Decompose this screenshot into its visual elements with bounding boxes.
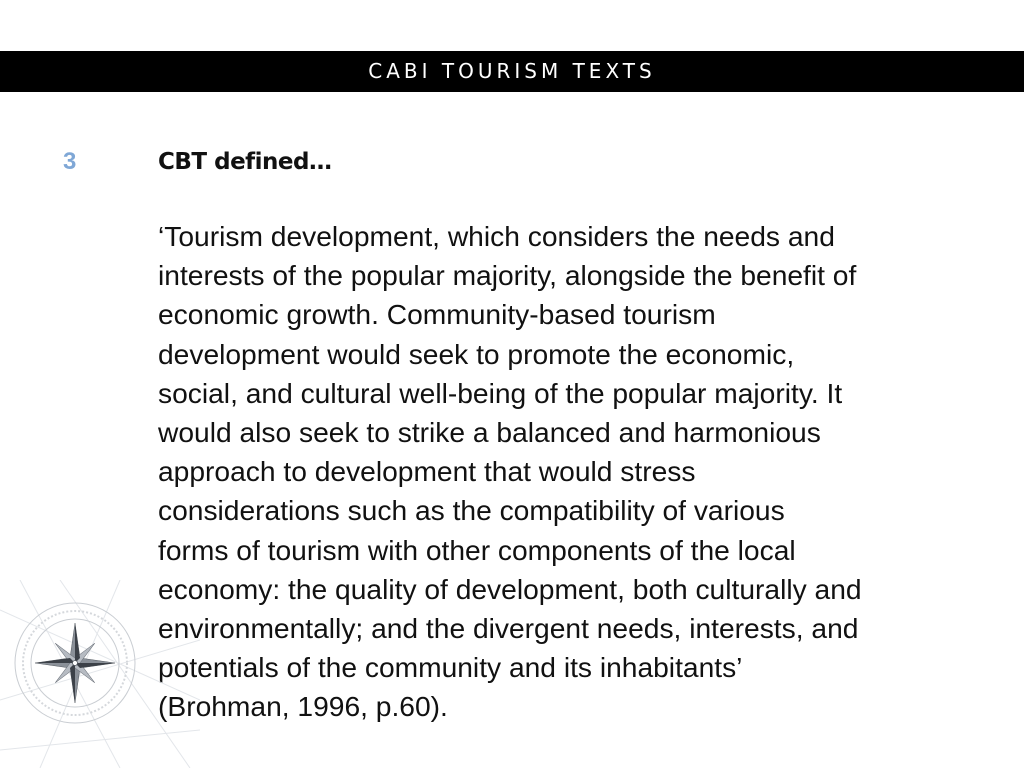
slide-title: CBT defined… <box>158 149 332 175</box>
quote-body <box>158 217 988 727</box>
quote-line: economic growth. Community-based tourism <box>158 298 716 331</box>
header-bar <box>0 51 1024 92</box>
quote-line: environmentally; and the divergent needs, interests, and <box>158 612 859 645</box>
quote-line: would also seek to strike a balanced and harmonious <box>158 416 821 449</box>
quote-line: potentials of the community and its inhabitants’ <box>158 651 743 684</box>
quote-line: ‘Tourism development, which considers the needs and <box>158 220 835 252</box>
header-title: CABI TOURISM TEXTS <box>368 59 656 83</box>
quote-line: (Brohman, 1996, p.60). <box>158 690 448 723</box>
quote-line: economy: the quality of development, both culturally and <box>158 572 862 605</box>
compass-rose-icon <box>0 580 200 768</box>
quote-line: considerations such as the compatibility of various <box>158 494 785 527</box>
quote-line: social, and cultural well-being of the popular majority. It <box>158 376 843 409</box>
quote-line: forms of tourism with other components of the local <box>158 533 796 566</box>
quote-line: interests of the popular majority, alongside the benefit of <box>158 259 857 292</box>
quote-line: approach to development that would stress <box>158 455 696 488</box>
slide-number: 3 <box>63 148 77 175</box>
quote-line: development would seek to promote the economic, <box>158 337 795 370</box>
